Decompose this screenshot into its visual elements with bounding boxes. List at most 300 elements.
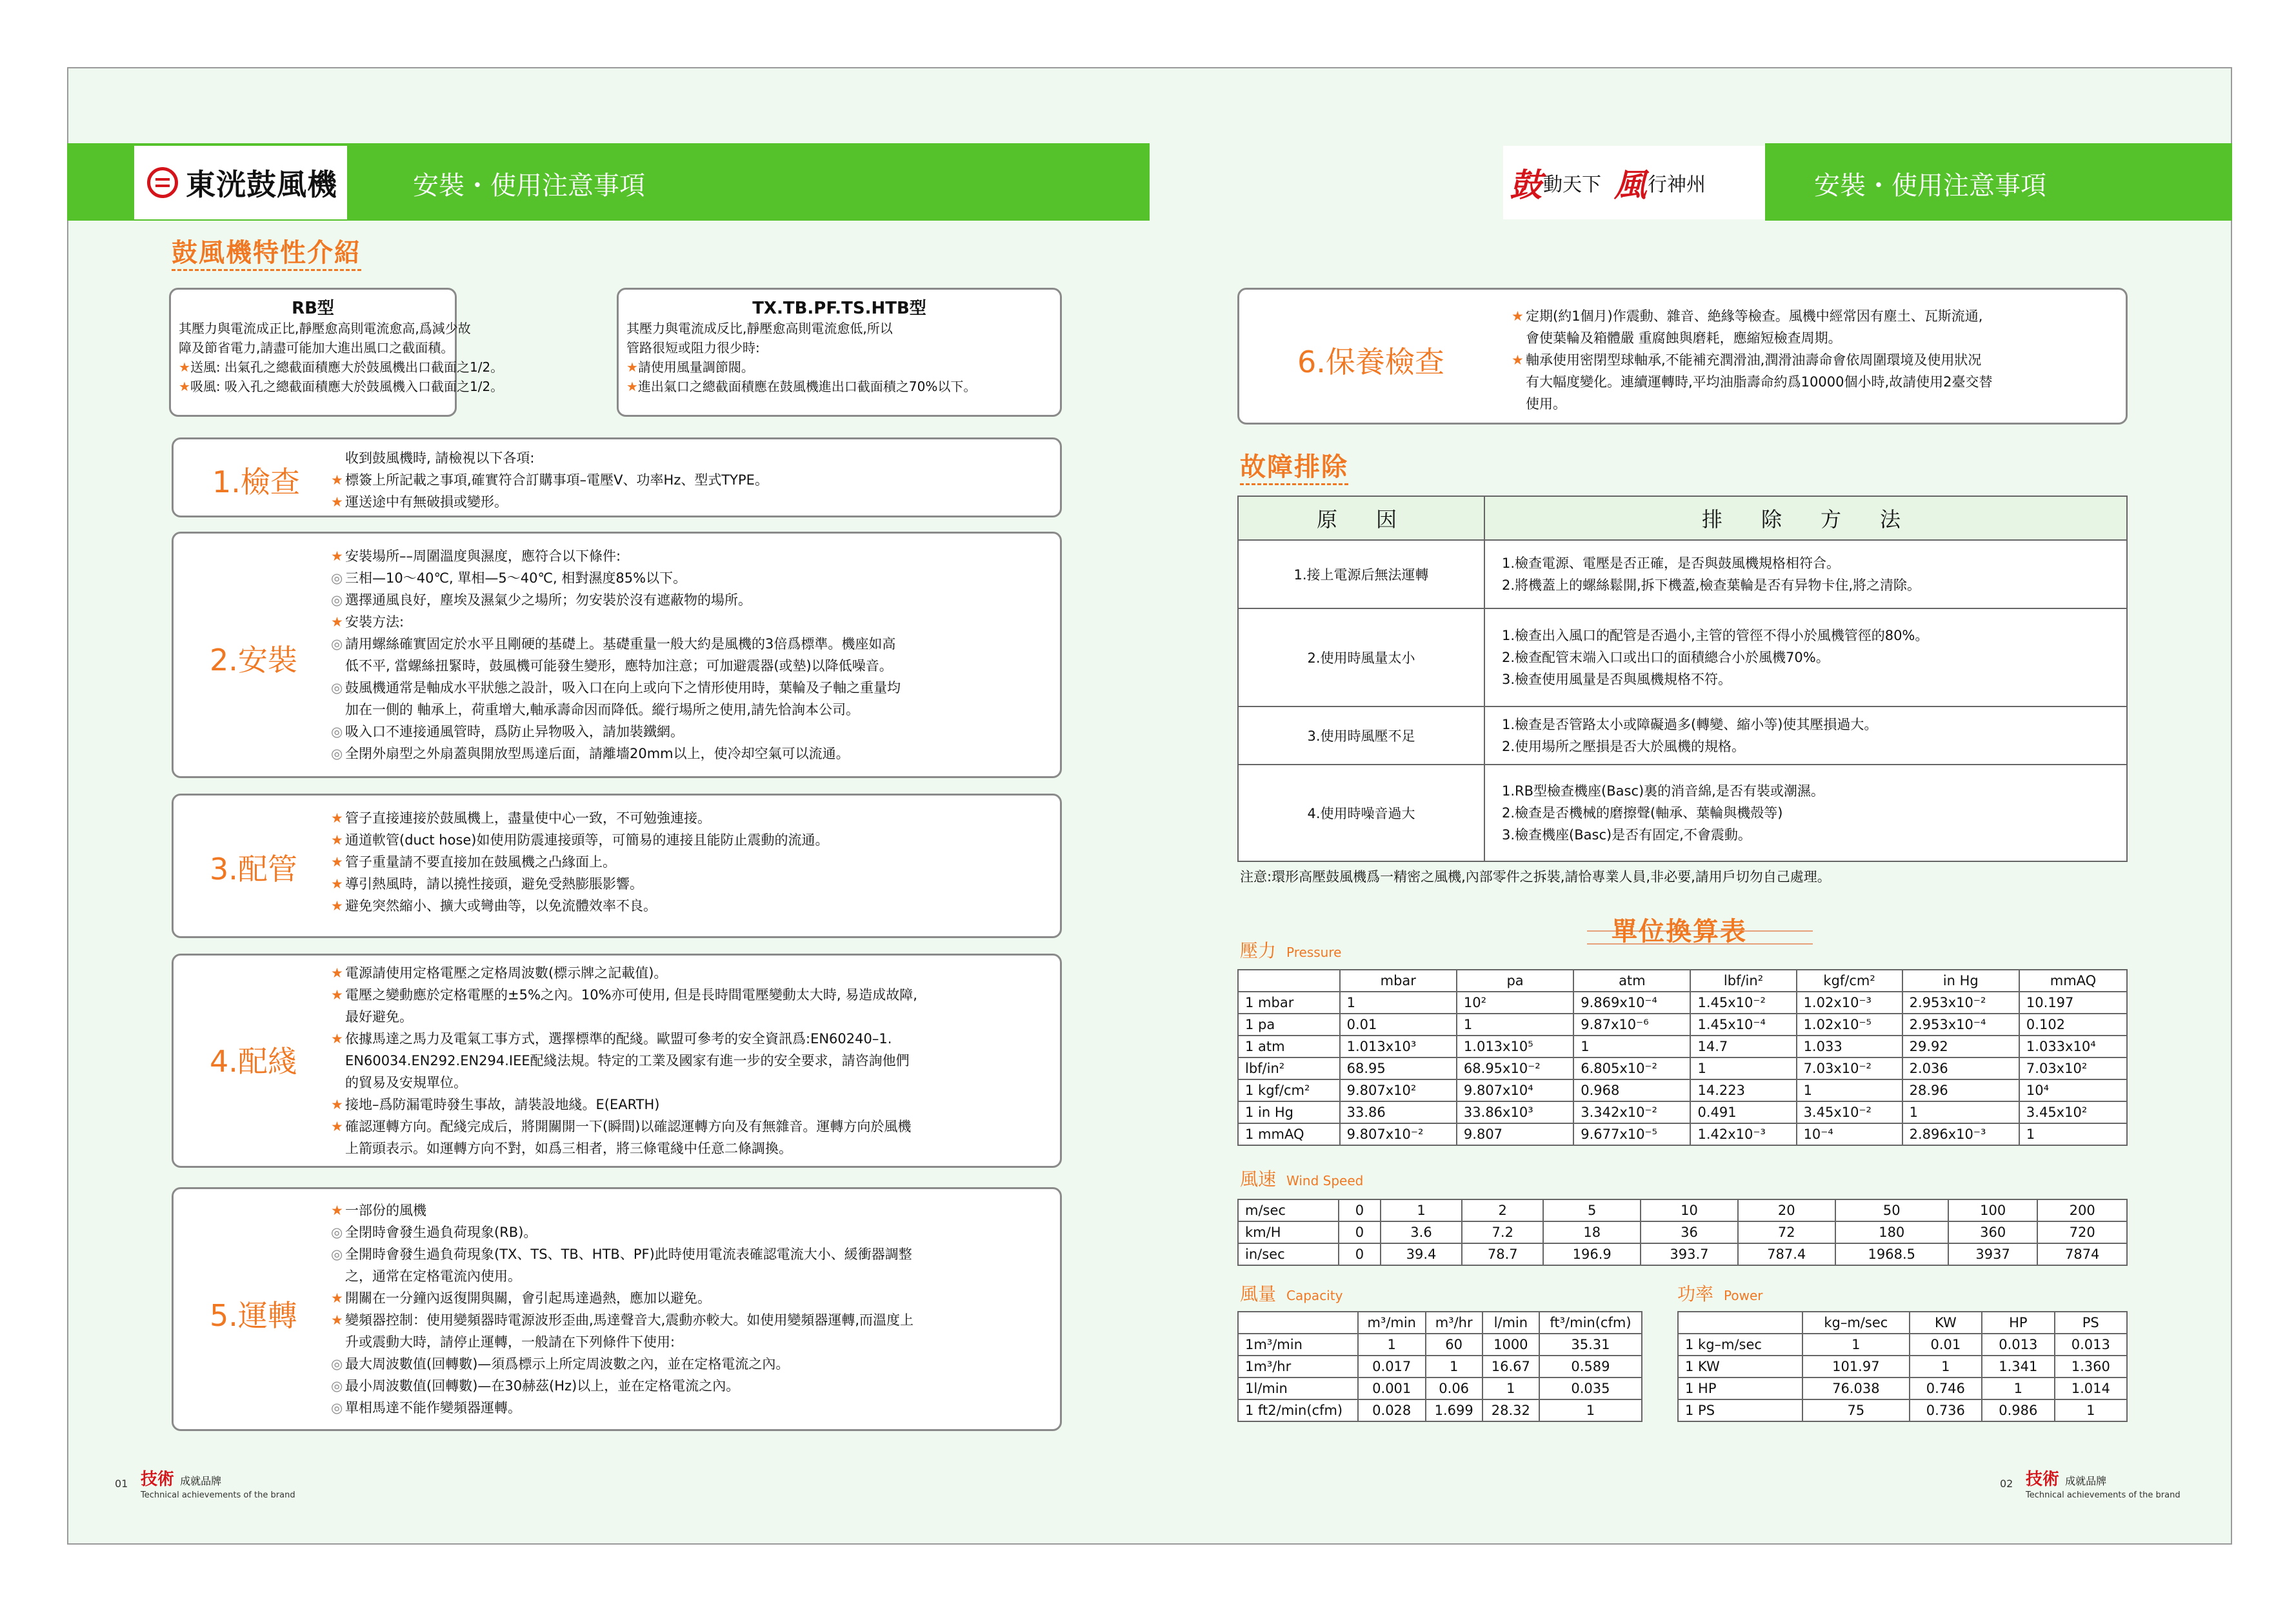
table-cell: 0.001 — [1358, 1378, 1426, 1399]
section-line-text: 上箭頭表示。如運轉方向不對，如爲三相者，將三條電綫中任意二條調換。 — [345, 1141, 792, 1156]
table-cell: 0.06 — [1426, 1378, 1482, 1399]
section-line — [331, 1353, 913, 1375]
table-header-cell — [1238, 970, 1340, 992]
capacity-table — [1237, 1311, 1642, 1422]
table-header-cell: PS — [2055, 1312, 2127, 1334]
table-cell: 33.86x10³ — [1457, 1101, 1573, 1123]
table-cell: 10² — [1457, 992, 1573, 1014]
table-cell: 1 — [1902, 1101, 2019, 1123]
table-cell: 1 — [1381, 1199, 1462, 1221]
tx-note: 請使用風量調節閥。 — [637, 359, 754, 375]
section-line — [331, 1243, 913, 1265]
wind-table — [1237, 1199, 2128, 1266]
table-cell: 7.03x10⁻² — [1797, 1057, 1902, 1079]
fault-cause: 4.使用時噪音過大 — [1238, 765, 1484, 861]
table-row — [1238, 1243, 2127, 1265]
section-line — [331, 611, 901, 633]
table-header-cell: m³/hr — [1426, 1312, 1482, 1334]
section-line-text: 全閉時會發生過負荷現象(RB)。 — [345, 1225, 537, 1240]
right-header-title: 安裝・使用注意事項 — [1814, 171, 2046, 201]
table-row — [1238, 992, 2127, 1014]
table-cell: 0.102 — [2019, 1014, 2127, 1036]
table-cell: 360 — [1948, 1221, 2038, 1243]
power-title-en: Power — [1724, 1288, 1763, 1303]
table-cell: 0 — [1339, 1221, 1381, 1243]
table-header-cell: kg–m/sec — [1802, 1312, 1910, 1334]
section-line-text: 全開時會發生過負荷現象(TX、TS、TB、HTB、PF)此時使用電流表確認電流大小、緩衝器調整 — [345, 1247, 912, 1262]
tx-line: 管路很短或阻力很少時: — [626, 340, 760, 356]
fault-fix-line: 2.檢查配管末端入口或出口的面積總合小於風機70%。 — [1502, 650, 1830, 665]
table-cell: 2.036 — [1902, 1057, 2019, 1079]
section-line — [331, 699, 901, 721]
star-bullet-icon: ★ — [331, 1119, 343, 1134]
star-bullet-icon: ★ — [331, 987, 343, 1003]
table-cell: 1 KW — [1678, 1356, 1802, 1378]
table-row — [1238, 1221, 2127, 1243]
left-header-title: 安裝・使用注意事項 — [413, 171, 645, 201]
section-line — [331, 633, 901, 655]
section-line — [331, 1137, 917, 1159]
fault-cause: 3.使用時風壓不足 — [1238, 706, 1484, 765]
section-line — [331, 829, 829, 851]
logo-mark-icon — [147, 167, 178, 198]
tx-title: TX.TB.PF.TS.HTB型 — [752, 299, 926, 318]
star-bullet-icon: ★ — [331, 876, 343, 892]
table-cell: 0.013 — [1982, 1334, 2054, 1356]
section-5-card — [172, 1187, 1062, 1431]
section-6-body — [1512, 305, 1993, 415]
table-cell: 9.807x10² — [1340, 1079, 1457, 1101]
section-line — [1512, 393, 1993, 415]
fault-fix-line: 2.使用場所之壓損是否大於風機的規格。 — [1502, 739, 1746, 754]
section-line-text: 最大周波數值(回轉數)—須爲標示上所定周波數之內，並在定格電流之內。 — [345, 1356, 790, 1372]
table-cell: 72 — [1738, 1221, 1835, 1243]
section-line-text: 接地–爲防漏電時發生事故，請裝設地綫。E(EARTH) — [345, 1097, 660, 1112]
table-header-cell — [1678, 1312, 1802, 1334]
table-cell: 78.7 — [1462, 1243, 1543, 1265]
table-row — [1238, 1356, 1642, 1378]
section-line — [331, 469, 768, 491]
rb-line: 其壓力與電流成正比,靜壓愈高則電流愈高,爲減少故 — [179, 321, 471, 336]
fault-table — [1237, 496, 2128, 862]
table-cell: 50 — [1835, 1199, 1948, 1221]
table-cell: 1.013x10³ — [1340, 1036, 1457, 1057]
table-cell: 1 — [1910, 1356, 1982, 1378]
table-row — [1238, 1399, 1642, 1421]
table-cell: 5 — [1543, 1199, 1641, 1221]
table-cell: 1.033x10⁴ — [2019, 1036, 2127, 1057]
section-line — [331, 589, 901, 611]
rb-note: 吸風: 吸入孔之總截面積應大於鼓風機入口截面之1/2。 — [190, 379, 504, 394]
section-line — [331, 1028, 917, 1050]
section-line-text: 依據馬達之馬力及電氣工事方式，選擇標準的配綫。歐盟可參考的安全資訊爲:EN60240–1. — [345, 1031, 892, 1047]
fault-fixes — [1484, 540, 2127, 608]
star-bullet-icon: ★ — [1512, 352, 1524, 368]
star-bullet-icon: ★ — [331, 832, 343, 848]
pressure-title-en: Pressure — [1286, 945, 1342, 960]
section-line-text: 選擇通風良好，塵埃及濕氣少之場所；勿安裝於沒有遮蔽物的場所。 — [345, 592, 752, 608]
star-bullet-icon: ★ — [331, 548, 343, 564]
section-line-text: 變頻器控制：使用變頻器時電源波形歪曲,馬達聲音大,震動亦較大。如使用變頻器運轉,而溫度上 — [345, 1312, 914, 1328]
star-bullet-icon: ★ — [331, 810, 343, 826]
table-cell: 3.45x10⁻² — [1797, 1101, 1902, 1123]
section-line — [331, 962, 917, 984]
table-cell: 1.341 — [1982, 1356, 2054, 1378]
section-line — [331, 1287, 913, 1309]
section-line — [331, 873, 829, 895]
fault-fix-line: 1.檢查電源、電壓是否正確，是否與鼓風機規格相符合。 — [1502, 556, 1841, 571]
section-line-text: 避免突然縮小、擴大或彎曲等，以免流體效率不良。 — [345, 898, 657, 914]
fault-fix-line: 3.檢查使用風量是否與風機規格不符。 — [1502, 672, 1732, 687]
table-cell: 9.869x10⁻⁴ — [1573, 992, 1690, 1014]
circle-bullet-icon: ◎ — [331, 1247, 343, 1262]
section-line — [331, 1375, 913, 1397]
table-cell: 196.9 — [1543, 1243, 1641, 1265]
slogan-mark-icon: 鼓 — [1510, 166, 1542, 204]
table-cell: 1 — [1426, 1356, 1482, 1378]
section-line — [331, 1116, 917, 1137]
section-6-card — [1237, 288, 2128, 425]
section-3-card — [172, 794, 1062, 938]
table-cell: 0 — [1339, 1199, 1381, 1221]
table-header-cell: HP — [1982, 1312, 2054, 1334]
section-line — [331, 1397, 913, 1419]
section-line-text: 鼓風機通常是軸成水平狀態之設計，吸入口在向上或向下之情形使用時，葉輪及子軸之重量均 — [345, 680, 901, 696]
section-line-text: 使用。 — [1526, 396, 1566, 412]
capacity-title — [1240, 1280, 1343, 1306]
pressure-table — [1237, 969, 2128, 1146]
table-cell: 0 — [1339, 1243, 1381, 1265]
table-cell: 33.86 — [1340, 1101, 1457, 1123]
section-line — [331, 545, 901, 567]
section-5-label: 5.運轉 — [210, 1298, 297, 1333]
section-line-text: 一部份的風機 — [345, 1203, 426, 1218]
table-cell: 35.31 — [1539, 1334, 1642, 1356]
fault-header-fix: 排 除 方 法 — [1484, 496, 2127, 540]
table-cell: 101.97 — [1802, 1356, 1910, 1378]
table-row — [1238, 1378, 1642, 1399]
table-cell: 0.01 — [1340, 1014, 1457, 1036]
table-cell: 18 — [1543, 1221, 1641, 1243]
table-cell: 76.038 — [1802, 1378, 1910, 1399]
circle-bullet-icon: ◎ — [331, 570, 343, 586]
section-line — [331, 1094, 917, 1116]
table-cell: 0.589 — [1539, 1356, 1642, 1378]
table-row — [1238, 1334, 1642, 1356]
table-cell: 3.6 — [1381, 1221, 1462, 1243]
table-cell: 29.92 — [1902, 1036, 2019, 1057]
circle-bullet-icon: ◎ — [331, 724, 343, 739]
table-cell: 0.01 — [1910, 1334, 1982, 1356]
table-cell: 180 — [1835, 1221, 1948, 1243]
fault-cause: 1.接上電源后無法運轉 — [1238, 540, 1484, 608]
footer-brand — [2026, 1466, 2106, 1490]
table-cell: 2 — [1462, 1199, 1543, 1221]
section-line-text: 的貿易及安規單位。 — [345, 1075, 467, 1090]
table-row — [1678, 1334, 2127, 1356]
table-cell: 1.02x10⁻⁵ — [1797, 1014, 1902, 1036]
star-bullet-icon: ★ — [1512, 308, 1524, 324]
page-number: 01 — [115, 1478, 128, 1490]
footer-brand-mark: 技術 — [141, 1470, 175, 1489]
table-header-cell: pa — [1457, 970, 1573, 992]
section-line-text: 收到鼓風機時, 請檢視以下各項: — [345, 450, 535, 466]
table-cell: 14.223 — [1690, 1079, 1796, 1101]
table-cell: 393.7 — [1641, 1243, 1738, 1265]
section-line-text: 低不平, 當螺絲扭緊時，鼓風機可能發生變形，應特加注意；可加避震器(或墊)以降低噪音。 — [345, 658, 893, 674]
fault-fix-line: 1.檢查是否管路太小或障礙過多(轉變、縮小等)使其壓損過大。 — [1502, 717, 1878, 732]
wind-title-en: Wind Speed — [1286, 1173, 1364, 1188]
table-cell: 1l/min — [1238, 1378, 1358, 1399]
table-cell: 7874 — [2037, 1243, 2127, 1265]
footer-brand-mark: 技術 — [2026, 1470, 2060, 1489]
footer-subtitle: Technical achievements of the brand — [141, 1490, 295, 1500]
page-number: 02 — [2000, 1478, 2013, 1490]
section-line — [331, 895, 829, 917]
table-cell: 3.342x10⁻² — [1573, 1101, 1690, 1123]
section-line — [331, 655, 901, 677]
table-cell: 2.896x10⁻³ — [1902, 1123, 2019, 1145]
section-line-text: 三相—10～40℃, 單相—5～40℃, 相對濕度85%以下。 — [345, 570, 687, 586]
section-2-body — [331, 545, 901, 765]
table-header-cell: mmAQ — [2019, 970, 2127, 992]
section-line — [1512, 327, 1993, 349]
table-cell: 9.677x10⁻⁵ — [1573, 1123, 1690, 1145]
section-line — [331, 567, 901, 589]
table-cell: 1 — [1482, 1378, 1539, 1399]
fault-fix-line: 2.將機蓋上的螺絲鬆開,拆下機蓋,檢查葉輪是否有异物卡住,將之清除。 — [1502, 577, 1921, 593]
pressure-title-zh: 壓力 — [1240, 940, 1277, 961]
section-4-card — [172, 954, 1062, 1168]
table-cell: 200 — [2037, 1199, 2127, 1221]
tx-note: 進出氣口之總截面積應在鼓風機進出口截面積之70%以下。 — [637, 379, 977, 394]
section-5-body — [331, 1199, 913, 1419]
table-cell: 1 — [1340, 992, 1457, 1014]
unit-title-rule — [1587, 943, 1813, 945]
table-cell: 3.45x10² — [2019, 1101, 2127, 1123]
table-cell: 28.32 — [1482, 1399, 1539, 1421]
table-cell: 2.953x10⁻⁴ — [1902, 1014, 2019, 1036]
section-line-text: 運送途中有無破損或變形。 — [345, 494, 508, 510]
table-cell: 75 — [1802, 1399, 1910, 1421]
table-cell: 14.7 — [1690, 1036, 1796, 1057]
section-line-text: 管子直接連接於鼓風機上，盡量使中心一致，不可勉強連接。 — [345, 810, 711, 826]
wind-title — [1240, 1165, 1363, 1191]
section-6-label: 6.保養檢查 — [1297, 345, 1444, 379]
tx-card: TX.TB.PF.TS.HTB型 其壓力與電流成反比,靜壓愈高則電流愈低,所以 管路很短或阻力很少時: ★請使用風量調節閥。 ★進出氣口之總截面積應在鼓風機進出口截面積之70%以下。 — [617, 288, 1062, 417]
table-cell: 1.013x10⁵ — [1457, 1036, 1573, 1057]
footer-brand-tail: 成就品牌 — [2065, 1475, 2107, 1487]
table-cell: 10⁻⁴ — [1797, 1123, 1902, 1145]
footer-brand-tail: 成就品牌 — [180, 1475, 222, 1487]
circle-bullet-icon: ◎ — [331, 1225, 343, 1240]
footer-subtitle: Technical achievements of the brand — [2026, 1490, 2181, 1500]
table-cell: 1 in Hg — [1238, 1101, 1340, 1123]
circle-bullet-icon: ◎ — [331, 746, 343, 761]
section-line — [331, 851, 829, 873]
table-cell: 787.4 — [1738, 1243, 1835, 1265]
section-line-text: 吸入口不連接通風管時，爲防止异物吸入，請加裝鐵網。 — [345, 724, 684, 739]
star-bullet-icon: ★ — [331, 494, 343, 510]
section-line-text: 之，通常在定格電流內使用。 — [345, 1268, 521, 1284]
table-cell: 0.013 — [2055, 1334, 2127, 1356]
table-cell: 1 — [1457, 1014, 1573, 1036]
table-cell: 1 atm — [1238, 1036, 1340, 1057]
star-bullet-icon: ★ — [331, 965, 343, 981]
circle-bullet-icon: ◎ — [331, 636, 343, 652]
section-line — [331, 1199, 913, 1221]
table-cell: 2.953x10⁻² — [1902, 992, 2019, 1014]
table-cell: 1.699 — [1426, 1399, 1482, 1421]
section-line — [1512, 371, 1993, 393]
star-bullet-icon: ★ — [331, 472, 343, 488]
table-header-cell: in Hg — [1902, 970, 2019, 992]
table-cell: 0.491 — [1690, 1101, 1796, 1123]
section-line — [331, 677, 901, 699]
table-cell: 7.03x10² — [2019, 1057, 2127, 1079]
table-cell: 10 — [1641, 1199, 1738, 1221]
fault-fixes — [1484, 706, 2127, 765]
table-cell: km/H — [1238, 1221, 1339, 1243]
section-line — [331, 1006, 917, 1028]
section-line — [331, 721, 901, 743]
section-line — [1512, 305, 1993, 327]
table-cell: 10⁴ — [2019, 1079, 2127, 1101]
table-row — [1678, 1356, 2127, 1378]
table-cell: 100 — [1948, 1199, 2038, 1221]
table-cell: 1968.5 — [1835, 1243, 1948, 1265]
table-cell: 1 — [1573, 1036, 1690, 1057]
table-cell: 1 — [1982, 1378, 2054, 1399]
table-row — [1238, 1123, 2127, 1145]
table-cell: 1 — [2055, 1399, 2127, 1421]
table-cell: m/sec — [1238, 1199, 1339, 1221]
table-cell: 1.014 — [2055, 1378, 2127, 1399]
table-cell: 1000 — [1482, 1334, 1539, 1356]
table-cell: 60 — [1426, 1334, 1482, 1356]
footer-brand — [141, 1466, 221, 1490]
rb-card: RB型 其壓力與電流成正比,靜壓愈高則電流愈高,爲減少故 障及節省電力,請盡可能加大進出風口之截面積。 ★送風: 出氣孔之總截面積應大於鼓風機出口截面之1/2。 ★吸風: 吸入孔之總截面積應大於鼓風機入口截面之1/2。 — [169, 288, 457, 417]
slogan-mark-icon-2: 風 — [1614, 166, 1646, 204]
circle-bullet-icon: ◎ — [331, 680, 343, 696]
table-header-row — [1678, 1312, 2127, 1334]
logo-text: 東洸鼓風機 — [186, 167, 337, 202]
table-cell: 720 — [2037, 1221, 2127, 1243]
tx-line: 其壓力與電流成反比,靜壓愈高則電流愈低,所以 — [626, 321, 893, 336]
table-cell: 1 mbar — [1238, 992, 1340, 1014]
table-cell: 1 ft2/min(cfm) — [1238, 1399, 1358, 1421]
section-line-text: 通道軟管(duct hose)如使用防震連接頭等，可簡易的連接且能防止震動的流通。 — [345, 832, 829, 848]
table-cell: 6.805x10⁻² — [1573, 1057, 1690, 1079]
section-3-label: 3.配管 — [210, 852, 297, 887]
section-line-text: 加在一側的 軸承上，荷重增大,軸承壽命因而降低。縱行場所之使用,請先恰詢本公司。 — [345, 702, 860, 717]
table-cell: lbf/in² — [1238, 1057, 1340, 1079]
section-1-label: 1.檢查 — [212, 465, 300, 499]
section-line-text: 開關在一分鐘內返復開與關，會引起馬達過熱，應加以避免。 — [345, 1290, 711, 1306]
table-cell: 7.2 — [1462, 1221, 1543, 1243]
unit-title: 單位換算表 — [1612, 917, 1747, 947]
table-header-cell: mbar — [1340, 970, 1457, 992]
section-line — [1512, 349, 1993, 371]
table-cell: 3937 — [1948, 1243, 2038, 1265]
section-line — [331, 447, 768, 469]
slogan — [1503, 146, 1765, 219]
section-line-text: 安裝方法: — [345, 614, 404, 630]
section-line-text: 定期(約1個月)作震動、雜音、絶緣等檢查。風機中經常因有塵土、瓦斯流通, — [1526, 308, 1983, 324]
table-cell: 0.028 — [1358, 1399, 1426, 1421]
fault-fix-line: 1.檢查出入風口的配管是否過小,主管的管徑不得小於風機管徑的80%。 — [1502, 628, 1929, 643]
fault-title: 故障排除 — [1240, 446, 1348, 485]
power-title — [1677, 1280, 1762, 1306]
section-line-text: 有大幅度變化。連續運轉時,平均油脂壽命約爲10000個小時,故請使用2臺交替 — [1526, 374, 1993, 390]
section-2-label: 2.安裝 — [210, 643, 297, 677]
table-cell: in/sec — [1238, 1243, 1339, 1265]
table-cell: 1 — [2019, 1123, 2127, 1145]
table-cell: 1.45x10⁻⁴ — [1690, 1014, 1796, 1036]
rb-title: RB型 — [292, 299, 334, 318]
table-cell: 1.42x10⁻³ — [1690, 1123, 1796, 1145]
table-row — [1238, 1199, 2127, 1221]
table-cell: 10.197 — [2019, 992, 2127, 1014]
table-header-cell — [1238, 1312, 1358, 1334]
circle-bullet-icon: ◎ — [331, 592, 343, 608]
circle-bullet-icon: ◎ — [331, 1378, 343, 1394]
section-line-text: 最好避免。 — [345, 1009, 413, 1025]
section-line — [331, 1331, 913, 1353]
table-header-row — [1238, 1312, 1642, 1334]
table-header-row — [1238, 970, 2127, 992]
section-line-text: 導引熱風時，請以撓性接頭，避免受熱膨脹影響。 — [345, 876, 643, 892]
section-1-body — [331, 447, 768, 513]
fault-note: 注意:環形高壓鼓風機爲一精密之風機,內部零件之拆裝,請恰專業人員,非必要,請用戶切勿自己處理。 — [1240, 869, 1831, 885]
section-line — [331, 1221, 913, 1243]
table-cell: 39.4 — [1381, 1243, 1462, 1265]
fault-fix-line: 2.檢查是否機械的磨擦聲(軸承、葉輪與機殻等) — [1502, 805, 1783, 821]
section-line — [331, 491, 768, 513]
fault-fixes — [1484, 608, 2127, 706]
table-row — [1238, 1057, 2127, 1079]
circle-bullet-icon: ◎ — [331, 1400, 343, 1416]
table-header-cell: m³/min — [1358, 1312, 1426, 1334]
table-row — [1238, 1014, 2127, 1036]
section-line-text: 軸承使用密閉型球軸承,不能補充潤滑油,潤滑油壽命會依周圍環境及使用狀况 — [1526, 352, 1982, 368]
table-cell: 16.67 — [1482, 1356, 1539, 1378]
table-cell: 1m³/hr — [1238, 1356, 1358, 1378]
pressure-title — [1240, 937, 1341, 963]
slogan-part-2: 行神州 — [1648, 174, 1706, 196]
section-3-body — [331, 807, 829, 917]
table-cell: 1.02x10⁻³ — [1797, 992, 1902, 1014]
table-cell: 9.807x10⁴ — [1457, 1079, 1573, 1101]
table-cell: 28.96 — [1902, 1079, 2019, 1101]
table-header-cell: kgf/cm² — [1797, 970, 1902, 992]
fault-fix-line: 1.RB型檢查機座(Basc)裏的消音綿,是否有裝或潮濕。 — [1502, 783, 1824, 799]
table-cell: 1 — [1539, 1399, 1642, 1421]
star-bullet-icon: ★ — [331, 1203, 343, 1218]
table-row — [1678, 1378, 2127, 1399]
rb-note: 送風: 出氣孔之總截面積應大於鼓風機出口截面之1/2。 — [190, 359, 504, 375]
table-header-cell: atm — [1573, 970, 1690, 992]
star-bullet-icon: ★ — [331, 1031, 343, 1047]
table-row — [1238, 1079, 2127, 1101]
section-2-card — [172, 532, 1062, 778]
section-line-text: 確認運轉方向。配綫完成后，將開關開一下(瞬間)以確認運轉方向及有無雜音。運轉方向於風機 — [345, 1119, 912, 1134]
section-line — [331, 743, 901, 765]
table-cell: 1 — [1797, 1079, 1902, 1101]
table-header-cell: lbf/in² — [1690, 970, 1796, 992]
section-line-text: EN60034.EN292.EN294.IEE配綫法規。特定的工業及國家有進一步的安全要求，請咨詢他們 — [345, 1053, 910, 1068]
table-cell: 1.360 — [2055, 1356, 2127, 1378]
